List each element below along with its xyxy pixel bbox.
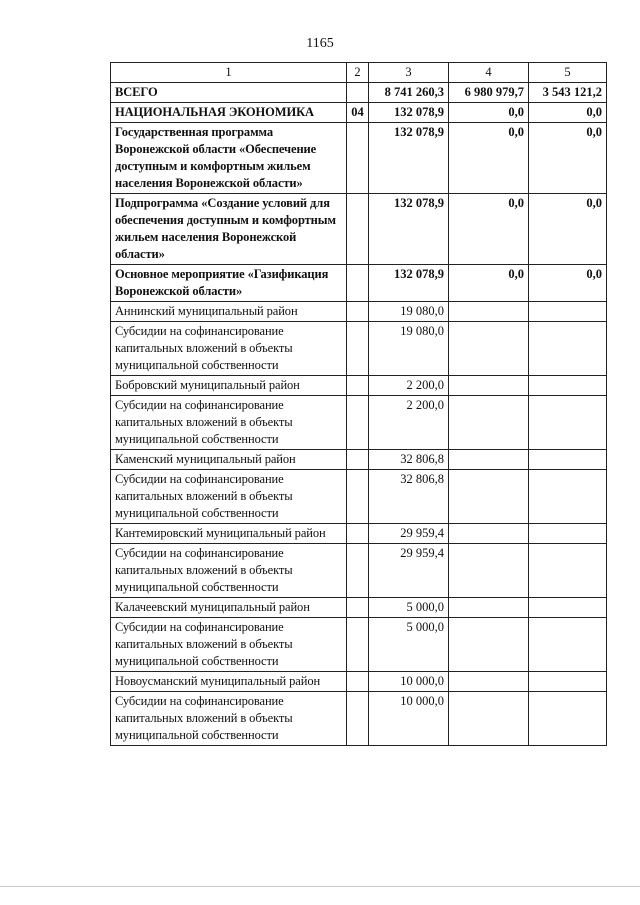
row-value-col4-cell: 0,0 <box>449 123 529 194</box>
row-value-col4-cell <box>449 302 529 322</box>
row-value-col5-cell <box>529 470 607 524</box>
row-code-cell <box>347 544 369 598</box>
row-value-col3-cell: 2 200,0 <box>369 376 449 396</box>
row-name-cell: Новоусманский муниципальный район <box>111 672 347 692</box>
row-name-cell: НАЦИОНАЛЬНАЯ ЭКОНОМИКА <box>111 103 347 123</box>
row-value-col4-cell <box>449 524 529 544</box>
row-code-cell <box>347 194 369 265</box>
table-row <box>111 618 607 672</box>
row-value-col4-cell <box>449 450 529 470</box>
row-value-col3-cell: 19 080,0 <box>369 322 449 376</box>
table-row <box>111 83 607 103</box>
row-code-cell <box>347 376 369 396</box>
row-value-col3-cell: 32 806,8 <box>369 470 449 524</box>
row-name-cell: Подпрограмма «Создание условий для обеспечения доступным и комфортным жильем населения Воронежской области» <box>111 194 347 265</box>
row-value-col3-cell: 132 078,9 <box>369 265 449 302</box>
row-value-col4-cell <box>449 322 529 376</box>
row-name-cell: Каменский муниципальный район <box>111 450 347 470</box>
row-value-col3-cell: 29 959,4 <box>369 544 449 598</box>
row-value-col3-cell: 2 200,0 <box>369 396 449 450</box>
table-row <box>111 544 607 598</box>
row-name-cell: ВСЕГО <box>111 83 347 103</box>
column-header-1: 1 <box>111 63 347 83</box>
row-name-cell: Кантемировский муниципальный район <box>111 524 347 544</box>
row-code-cell <box>347 450 369 470</box>
row-name-cell: Основное мероприятие «Газификация Воронежской области» <box>111 265 347 302</box>
row-value-col5-cell <box>529 692 607 746</box>
table-row <box>111 123 607 194</box>
table-row <box>111 450 607 470</box>
row-name-cell: Субсидии на софинансирование капитальных вложений в объекты муниципальной собственности <box>111 396 347 450</box>
row-value-col4-cell <box>449 470 529 524</box>
table-row <box>111 524 607 544</box>
row-code-cell <box>347 265 369 302</box>
row-value-col3-cell: 132 078,9 <box>369 194 449 265</box>
table-row <box>111 598 607 618</box>
row-code-cell <box>347 83 369 103</box>
row-code-cell <box>347 302 369 322</box>
column-header-5: 5 <box>529 63 607 83</box>
row-value-col3-cell: 10 000,0 <box>369 692 449 746</box>
table-row <box>111 672 607 692</box>
row-code-cell <box>347 672 369 692</box>
row-value-col4-cell <box>449 396 529 450</box>
table-row <box>111 265 607 302</box>
row-value-col5-cell <box>529 450 607 470</box>
row-value-col4-cell <box>449 544 529 598</box>
row-value-col3-cell: 19 080,0 <box>369 302 449 322</box>
row-value-col3-cell: 5 000,0 <box>369 598 449 618</box>
page-number: 1165 <box>306 36 334 51</box>
row-name-cell: Бобровский муниципальный район <box>111 376 347 396</box>
row-value-col4-cell: 0,0 <box>449 103 529 123</box>
row-name-cell: Субсидии на софинансирование капитальных вложений в объекты муниципальной собственности <box>111 544 347 598</box>
row-value-col5-cell <box>529 376 607 396</box>
table-row <box>111 322 607 376</box>
row-value-col4-cell: 6 980 979,7 <box>449 83 529 103</box>
row-value-col4-cell <box>449 376 529 396</box>
row-value-col4-cell: 0,0 <box>449 265 529 302</box>
row-value-col3-cell: 132 078,9 <box>369 103 449 123</box>
table-body <box>111 83 607 746</box>
page-bottom-divider <box>0 886 640 887</box>
row-value-col4-cell <box>449 618 529 672</box>
row-value-col5-cell <box>529 322 607 376</box>
table-row <box>111 396 607 450</box>
row-name-cell: Аннинский муниципальный район <box>111 302 347 322</box>
row-value-col5-cell: 0,0 <box>529 103 607 123</box>
row-code-cell <box>347 123 369 194</box>
row-value-col5-cell: 0,0 <box>529 194 607 265</box>
table-row <box>111 692 607 746</box>
budget-table <box>110 62 607 746</box>
table-row <box>111 302 607 322</box>
row-value-col4-cell <box>449 672 529 692</box>
row-value-col5-cell <box>529 598 607 618</box>
table-row <box>111 470 607 524</box>
row-code-cell: 04 <box>347 103 369 123</box>
row-name-cell: Субсидии на софинансирование капитальных вложений в объекты муниципальной собственности <box>111 618 347 672</box>
row-value-col3-cell: 10 000,0 <box>369 672 449 692</box>
row-value-col5-cell <box>529 544 607 598</box>
row-code-cell <box>347 598 369 618</box>
row-name-cell: Калачеевский муниципальный район <box>111 598 347 618</box>
row-code-cell <box>347 524 369 544</box>
row-value-col3-cell: 29 959,4 <box>369 524 449 544</box>
row-name-cell: Субсидии на софинансирование капитальных вложений в объекты муниципальной собственности <box>111 692 347 746</box>
row-value-col4-cell <box>449 598 529 618</box>
row-name-cell: Государственная программа Воронежской области «Обеспечение доступным и комфортным жильем населения Воронежской области» <box>111 123 347 194</box>
row-value-col5-cell: 0,0 <box>529 123 607 194</box>
row-value-col5-cell <box>529 524 607 544</box>
row-value-col4-cell: 0,0 <box>449 194 529 265</box>
table-row <box>111 376 607 396</box>
row-code-cell <box>347 692 369 746</box>
row-value-col3-cell: 5 000,0 <box>369 618 449 672</box>
row-code-cell <box>347 396 369 450</box>
row-value-col5-cell: 3 543 121,2 <box>529 83 607 103</box>
row-value-col5-cell <box>529 618 607 672</box>
row-value-col3-cell: 8 741 260,3 <box>369 83 449 103</box>
table-header-row <box>111 63 607 83</box>
row-value-col5-cell <box>529 396 607 450</box>
row-code-cell <box>347 618 369 672</box>
row-code-cell <box>347 322 369 376</box>
row-value-col3-cell: 132 078,9 <box>369 123 449 194</box>
row-name-cell: Субсидии на софинансирование капитальных вложений в объекты муниципальной собственности <box>111 470 347 524</box>
row-value-col3-cell: 32 806,8 <box>369 450 449 470</box>
column-header-3: 3 <box>369 63 449 83</box>
table-row <box>111 103 607 123</box>
column-header-4: 4 <box>449 63 529 83</box>
table-row <box>111 194 607 265</box>
row-code-cell <box>347 470 369 524</box>
column-header-2: 2 <box>347 63 369 83</box>
row-value-col5-cell <box>529 302 607 322</box>
row-value-col5-cell <box>529 672 607 692</box>
row-name-cell: Субсидии на софинансирование капитальных вложений в объекты муниципальной собственности <box>111 322 347 376</box>
row-value-col5-cell: 0,0 <box>529 265 607 302</box>
row-value-col4-cell <box>449 692 529 746</box>
